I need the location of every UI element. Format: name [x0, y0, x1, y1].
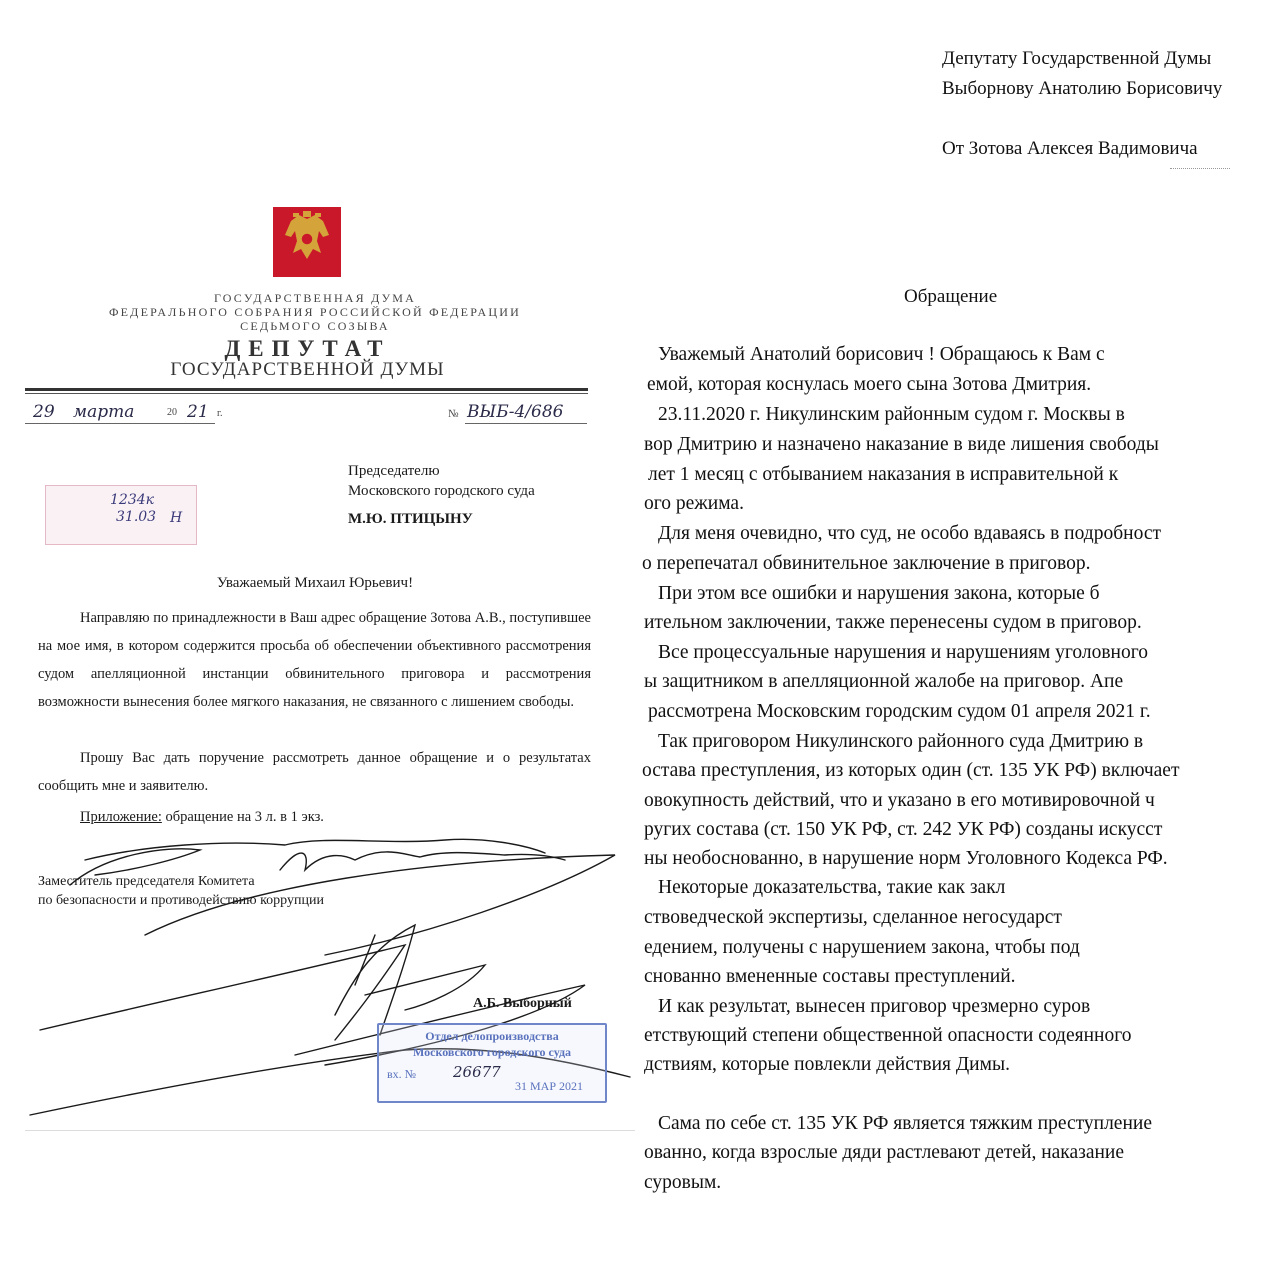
appeal-line: о перепечатал обвинительное заключение в приговор.: [642, 553, 1091, 574]
stamp-reg-number: 26677: [453, 1063, 501, 1081]
date-year-abbrev: г.: [217, 408, 223, 419]
date-year-prefix: 20: [167, 407, 177, 418]
appeal-line: едением, получены с нарушением закона, чтобы под: [644, 937, 1080, 958]
date-year-suffix: 21: [187, 402, 209, 422]
appeal-line: ительном заключении, также перенесены судом в приговор.: [644, 612, 1142, 633]
org-name-line3: СЕДЬМОГО СОЗЫВА: [240, 319, 390, 333]
duma-letter: [25, 195, 635, 1131]
addressee-name: М.Ю. ПТИЦЫНУ: [348, 511, 473, 527]
appeal-line: Для меня очевидно, что суд, не особо вдаваясь в подробност: [658, 523, 1161, 544]
stamp-reg-label: вх. №: [387, 1067, 417, 1081]
appeal-line: дствиям, которые повлекли действия Димы.: [644, 1054, 1010, 1075]
appeal-line: Уважемый Анатолий борисович ! Обращаюсь к Вам с: [658, 344, 1105, 365]
appeal-line: остава преступления, из которых один (ст. 135 УК РФ) включает: [642, 760, 1180, 781]
letter-date: [25, 402, 225, 424]
date-month: марта: [73, 402, 135, 422]
registration-number: 1234к: [110, 492, 154, 508]
appeal-line: ованно, когда взрослые дяди растлевают детей, наказание: [644, 1142, 1125, 1163]
org-name-line1: ГОСУДАРСТВЕННАЯ ДУМА: [213, 291, 417, 305]
stamp-department: Отдел делопроизводства: [425, 1029, 559, 1043]
appeal-line: 23.11.2020 г. Никулинским районным судом г. Москвы в: [658, 404, 1125, 425]
signer-position-line2: по безопасности и противодействию коррупции: [38, 893, 324, 908]
letterhead-rule-thin: [25, 393, 588, 394]
appeal-line: лет 1 месяц с отбыванием наказания в исправительной к: [648, 464, 1119, 485]
stamp-court: Московского городского суда: [412, 1045, 572, 1059]
appeal-line: Сама по себе ст. 135 УК РФ является тяжким преступление: [658, 1113, 1152, 1134]
appeal-line: Все процессуальные нарушения и нарушениям уголовного: [658, 642, 1148, 663]
addressee-title: Председателю: [348, 463, 440, 479]
appeal-line: суровым.: [644, 1172, 722, 1193]
letterhead-title: ДЕПУТАТ: [224, 336, 391, 361]
date-day: 29: [33, 402, 55, 422]
ref-number-label: №: [448, 408, 459, 420]
appeal-line: И как результат, вынесен приговор чрезмерно суров: [658, 996, 1091, 1017]
signer-position-line1: Заместитель председателя Комитета: [38, 874, 255, 889]
letterhead-rule-thick: [25, 388, 588, 391]
letter-paragraph-1: Направляю по принадлежности в Ваш адрес обращение Зотова А.В., поступившее на мое имя, в котором содержится просьба об обеспечении объективного рассмотрения судом апелляционной инстанции обвинительного приговора и рассмотрения возможности вынесения более мягкого наказания, не связанного с лишением свободы.: [38, 610, 591, 710]
stamp-date: 31 МАР 2021: [515, 1079, 584, 1093]
appeal-line: Некоторые доказательства, такие как закл: [658, 877, 1006, 898]
appeal-line: ы защитником в апелляционной жалобе на приговор. Апе: [644, 671, 1124, 692]
letterhead-subtitle: ГОСУДАРСТВЕННОЙ ДУМЫ: [170, 359, 445, 380]
russian-coat-of-arms-emblem: [273, 207, 341, 277]
appeal-title: Обращение: [904, 286, 998, 307]
appeal-line: вор Дмитрию и назначено наказание в виде лишения свободы: [644, 434, 1159, 455]
appeal-line: емой, которая коснулась моего сына Зотова Дмитрия.: [647, 374, 1092, 395]
citizen-appeal: [640, 0, 1280, 1274]
attachment-text: обращение на 3 л. в 1 экз.: [161, 809, 324, 825]
signer-name: А.Б. Выборный: [473, 996, 572, 1011]
ref-number-value: ВЫБ-4/686: [467, 402, 564, 422]
letter-paragraph-2: Прошу Вас дать поручение рассмотреть данное обращение и о результатах сообщить мне и заявителю.: [38, 750, 591, 794]
appeal-line: Так приговором Никулинского районного суда Дмитрию в: [658, 731, 1144, 752]
org-name-line2: ФЕДЕРАЛЬНОГО СОБРАНИЯ РОССИЙСКОЙ ФЕДЕРАЦИИ: [108, 305, 522, 319]
attachment-label: Приложение:: [80, 809, 162, 825]
header-dotted-line: [1170, 168, 1230, 169]
registration-stamp: [45, 485, 197, 545]
appeal-line: ствоведческой экспертизы, сделанное негосударст: [644, 907, 1062, 928]
addressee-organization: Московского городского суда: [348, 483, 535, 499]
registration-initial: Н: [170, 510, 183, 526]
registration-date: 31.03: [116, 509, 157, 525]
appeal-sender: От Зотова Алексея Вадимовича: [942, 138, 1198, 159]
court-registration-stamp: [377, 1023, 607, 1103]
appeal-line: рассмотрена Московским городским судом 01 апреля 2021 г.: [648, 701, 1151, 722]
ref-underline: [465, 423, 587, 424]
appeal-line: ругих состава (ст. 150 УК РФ, ст. 242 УК РФ) созданы искусст: [644, 819, 1163, 840]
appeal-line: овокупность действий, что и указано в его мотивировочной ч: [644, 790, 1155, 811]
appeal-line: снованно вмененные составы преступлений.: [644, 966, 1016, 987]
appeal-recipient-line1: Депутату Государственной Думы: [942, 48, 1212, 69]
appeal-line: При этом все ошибки и нарушения закона, которые б: [658, 583, 1100, 604]
appeal-line: ны необоснованно, в нарушение норм Уголовного Кодекса РФ.: [644, 848, 1168, 869]
date-underline: [25, 423, 215, 424]
appeal-line: ого режима.: [644, 493, 744, 514]
appeal-line: етствующий степени общественной опасности содеянного: [644, 1025, 1132, 1046]
salutation: Уважаемый Михаил Юрьевич!: [216, 575, 414, 591]
appeal-recipient-line2: Выборнову Анатолию Борисовичу: [942, 78, 1223, 99]
